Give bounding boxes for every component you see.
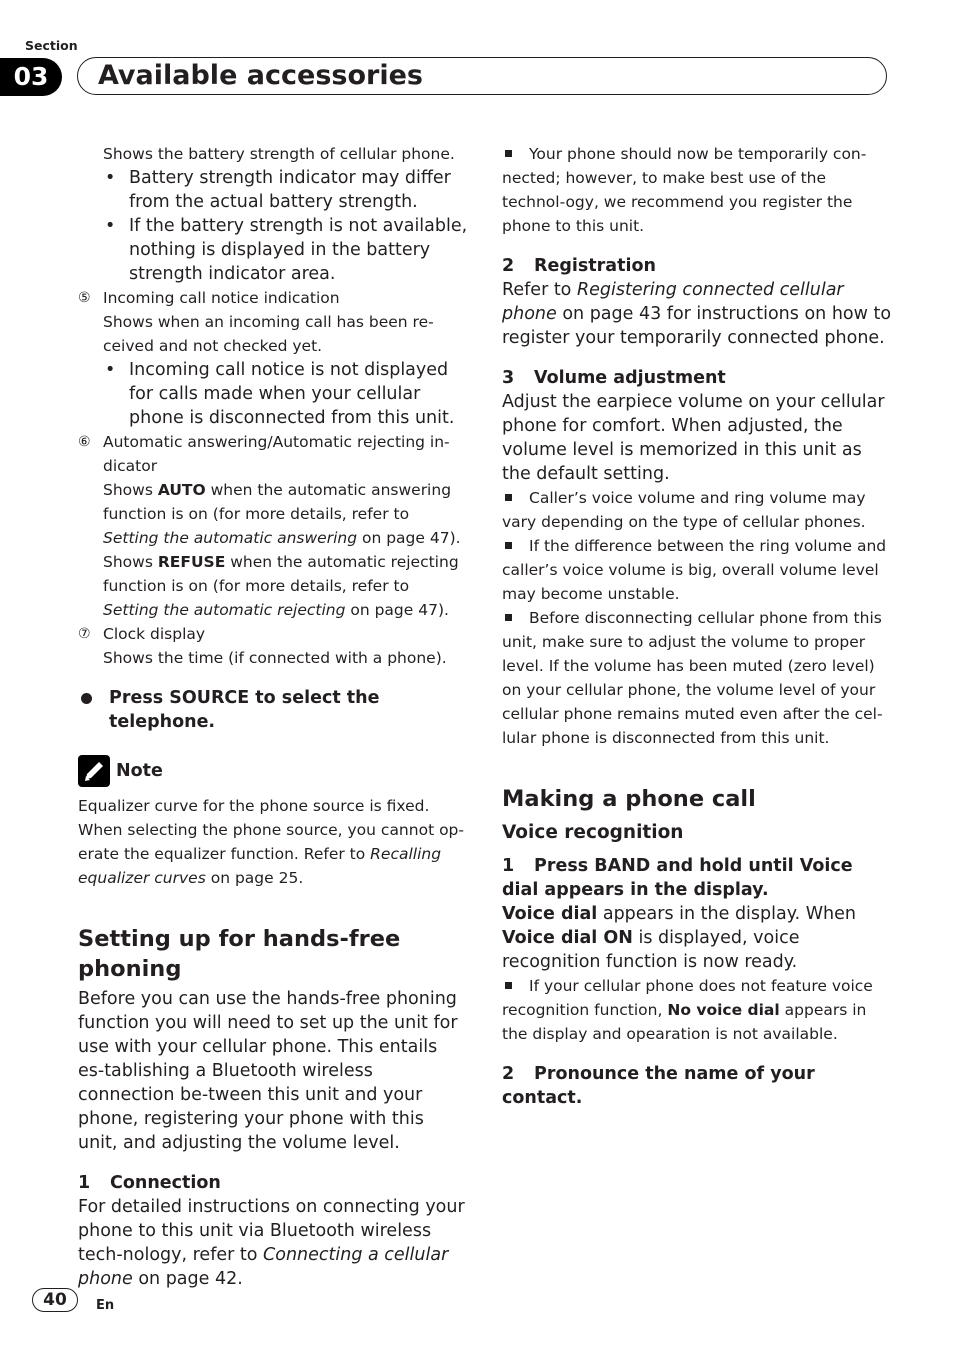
item-5: [78, 286, 468, 310]
item-desc: Shows when an incoming call has been re-ceived and not checked yet.: [103, 313, 434, 355]
left-column: [78, 142, 468, 1291]
voice-note: If your cellular phone does not feature voice recognition function, No voice dial appears in the display and opearation is not available.: [502, 977, 873, 1043]
volume-note: Before disconnecting cellular phone from this unit, make sure to adjust the volume to proper level. If the volume has been muted (zero level) on your cellular phone, the volume level of your cellular phone remains muted even after the cel-lular phone is disconnected from this unit.: [502, 609, 883, 747]
item-number: ⑦: [78, 626, 91, 642]
voice-heading: Voice recognition: [502, 822, 684, 843]
step-registration: 2 Registration: [502, 256, 656, 276]
square-bullet-icon: [505, 542, 512, 549]
list-item: • Incoming call notice is not displayed for calls made when your cellular phone is disconnected from this unit.: [78, 358, 468, 430]
registration-body: Refer to Registering connected cellular phone on page 43 for instructions on how to register your temporarily connected phone.: [502, 280, 892, 348]
voice-dial-body: Voice dial appears in the display. When Voice dial ON is displayed, voice recognition function is now ready.: [502, 904, 856, 972]
step-connection: 1 Connection: [78, 1173, 221, 1193]
volume-note: If the difference between the ring volume and caller’s voice volume is big, overall volume level may become unstable.: [502, 537, 887, 603]
list-item: • If the battery strength is not available, nothing is displayed in the battery strength indicator area.: [78, 214, 468, 286]
section-label: Section: [25, 38, 78, 53]
list-item: • Battery strength indicator may differ from the actual battery strength.: [78, 166, 468, 214]
right-column: [502, 142, 892, 1110]
item-desc: Shows the time (if connected with a phone).: [103, 649, 447, 667]
page-title: Available accessories: [98, 60, 423, 91]
temp-note: Your phone should now be temporarily con-nected; however, to make best use of the technol-ogy, we recommend you register the phone to this unit.: [502, 145, 867, 235]
note-header: [78, 754, 468, 788]
press-source-step: Press SOURCE to select the telephone.: [78, 686, 468, 734]
refuse-desc: Shows REFUSE when the automatic rejecting function is on (for more details, refer to Setting the automatic rejecting on page 47).: [103, 553, 459, 619]
call-heading: Making a phone call: [502, 786, 756, 812]
section-number: 03: [0, 58, 62, 96]
item-7: [78, 622, 468, 646]
square-bullet-icon: [505, 982, 512, 989]
item-title: Clock display: [103, 625, 206, 643]
battery-desc: Shows the battery strength of cellular phone.: [103, 145, 455, 163]
pencil-note-icon: [78, 755, 110, 787]
step-voice-dial: 1 Press BAND and hold until Voice dial appears in the display.: [502, 856, 853, 900]
item-6: [78, 430, 468, 478]
handsfree-heading: Setting up for hands-free phoning: [78, 926, 401, 982]
language-label: En: [96, 1298, 115, 1313]
note-text: Equalizer curve for the phone source is fixed. When selecting the phone source, you cannot op-erate the equalizer function. Refer to Recalling equalizer curves on page 25.: [78, 797, 464, 887]
item-number: ⑤: [78, 290, 91, 306]
volume-note: Caller’s voice volume and ring volume may vary depending on the type of cellular phones.: [502, 489, 866, 531]
item-title: Automatic answering/Automatic rejecting in-dicator: [103, 433, 450, 475]
square-bullet-icon: [505, 614, 512, 621]
item-number: ⑥: [78, 434, 91, 450]
bullet-dot-icon: [81, 693, 92, 704]
item-title: Incoming call notice indication: [103, 289, 340, 307]
volume-body: Adjust the earpiece volume on your cellular phone for comfort. When adjusted, the volume level is memorized in this unit as the default setting.: [502, 392, 885, 484]
square-bullet-icon: [505, 150, 512, 157]
page-number: 40: [32, 1288, 78, 1312]
auto-desc: Shows AUTO when the automatic answering function is on (for more details, refer to Setting the automatic answering on page 47).: [103, 481, 461, 547]
square-bullet-icon: [505, 494, 512, 501]
step-pronounce: 2 Pronounce the name of your contact.: [502, 1064, 815, 1108]
note-label: Note: [116, 761, 163, 781]
connection-body: For detailed instructions on connecting your phone to this unit via Bluetooth wireless tech-nology, refer to Connecting a cellular phone on page 42.: [78, 1197, 465, 1289]
handsfree-body: Before you can use the hands-free phoning function you will need to set up the unit for use with your cellular phone. This entails es-tablishing a Bluetooth wireless connection be-tween this unit and your phone, registering your phone with this unit, and adjusting the volume level.: [78, 989, 458, 1153]
step-volume: 3 Volume adjustment: [502, 368, 726, 388]
